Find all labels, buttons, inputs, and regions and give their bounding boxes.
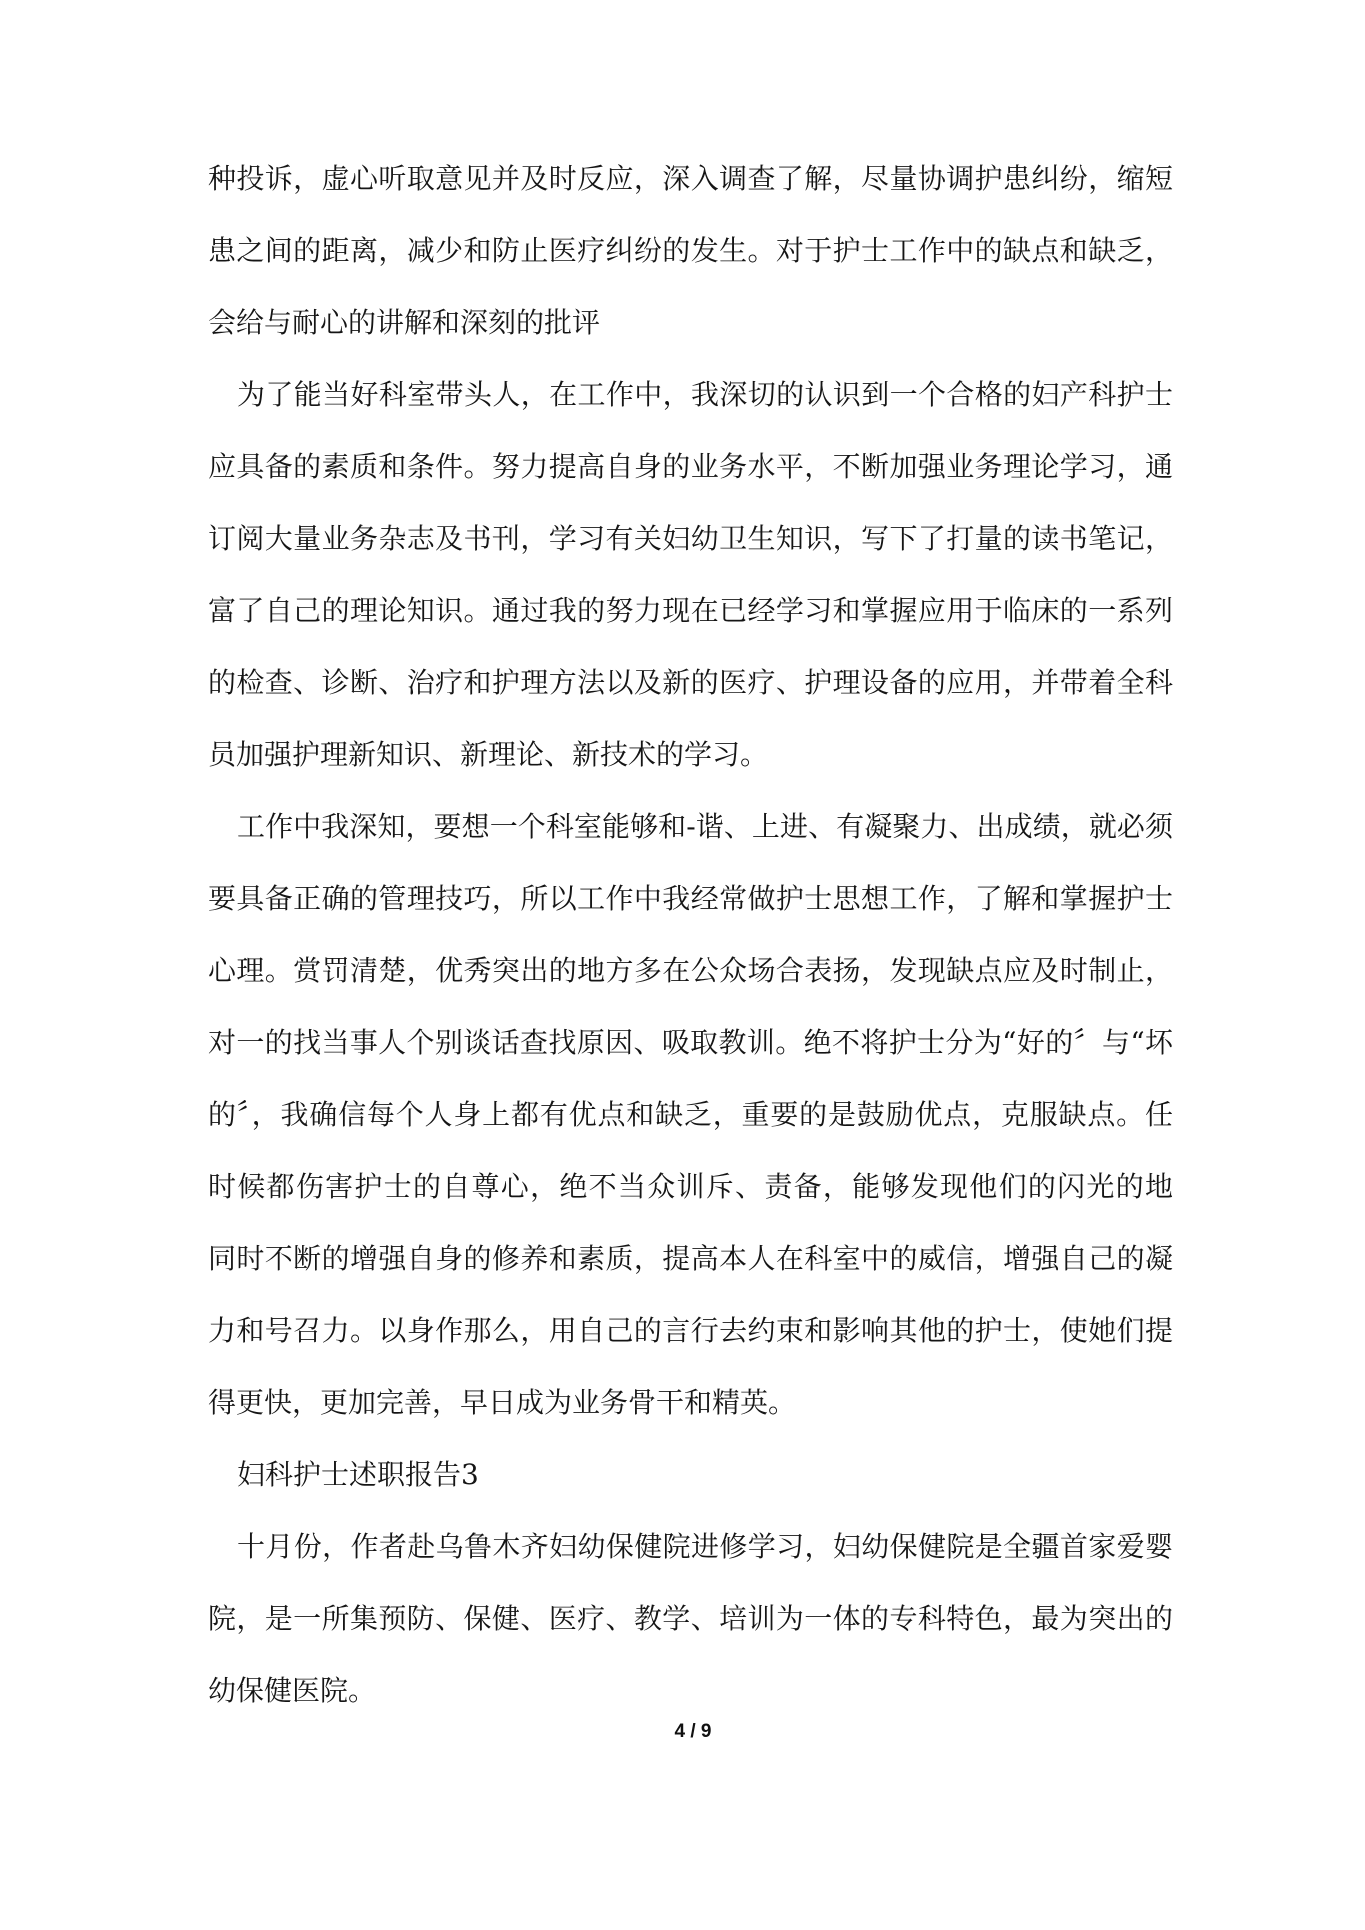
text-line: 富了自己的理论知识。通过我的努力现在已经学习和掌握应用于临床的一系列 — [208, 594, 1173, 627]
text-line: 力和号召力。以身作那么，用自己的言行去约束和影响其他的护士，使她们提 — [208, 1314, 1173, 1347]
text-line: 应具备的素质和条件。努力提高自身的业务水平，不断加强业务理论学习，通 — [208, 450, 1173, 483]
text-line: 院，是一所集预防、保健、医疗、教学、培训为一体的专科特色，最为突出的 — [208, 1602, 1173, 1635]
text-line: 时候都伤害护士的自尊心，绝不当众训斥、责备，能够发现他们的闪光的地 — [208, 1170, 1173, 1203]
text-line: 十月份，作者赴乌鲁木齐妇幼保健院进修学习，妇幼保健院是全疆首家爱婴 — [237, 1530, 1173, 1563]
text-line: 会给与耐心的讲解和深刻的批评 — [208, 306, 601, 339]
text-line: 为了能当好科室带头人，在工作中，我深切的认识到一个合格的妇产科护士 — [237, 378, 1173, 411]
text-line: 幼保健医院。 — [208, 1674, 377, 1707]
paragraph — [208, 359, 1173, 791]
text-line: 的检查、诊断、治疗和护理方法以及新的医疗、护理设备的应用，并带着全科 — [208, 666, 1173, 699]
text-line: 员加强护理新知识、新理论、新技术的学习。 — [208, 738, 769, 771]
text-line: 种投诉，虚心听取意见并及时反应，深入调查了解，尽量协调护患纠纷，缩短 — [208, 162, 1173, 195]
paragraph — [208, 791, 1173, 1439]
section-heading — [208, 1439, 1173, 1511]
text-line: 对一的找当事人个别谈话查找原因、吸取教训。绝不将护士分为“好的〞与“坏 — [208, 1026, 1173, 1059]
text-line: 工作中我深知，要想一个科室能够和-谐、上进、有凝聚力、出成绩，就必须 — [237, 810, 1173, 843]
text-line: 订阅大量业务杂志及书刊，学习有关妇幼卫生知识，写下了打量的读书笔记， — [208, 522, 1173, 555]
section-heading-text: 妇科护士述职报告3 — [237, 1458, 479, 1491]
paragraph — [208, 1511, 1173, 1727]
text-line: 心理。赏罚清楚，优秀突出的地方多在公众场合表扬，发现缺点应及时制止， — [208, 954, 1173, 987]
text-line: 得更快，更加完善，早日成为业务骨干和精英。 — [208, 1386, 797, 1419]
document-body — [208, 143, 1173, 1727]
text-line: 患之间的距离，减少和防止医疗纠纷的发生。对于护士工作中的缺点和缺乏， — [208, 234, 1173, 267]
text-line: 的〞，我确信每个人身上都有优点和缺乏，重要的是鼓励优点，克服缺点。任 — [208, 1098, 1173, 1131]
text-line: 要具备正确的管理技巧，所以工作中我经常做护士思想工作，了解和掌握护士 — [208, 882, 1173, 915]
page-number: 4 / 9 — [674, 1721, 712, 1742]
paragraph — [208, 143, 1173, 359]
text-line: 同时不断的增强自身的修养和素质，提高本人在科室中的威信，增强自己的凝 — [208, 1242, 1173, 1275]
